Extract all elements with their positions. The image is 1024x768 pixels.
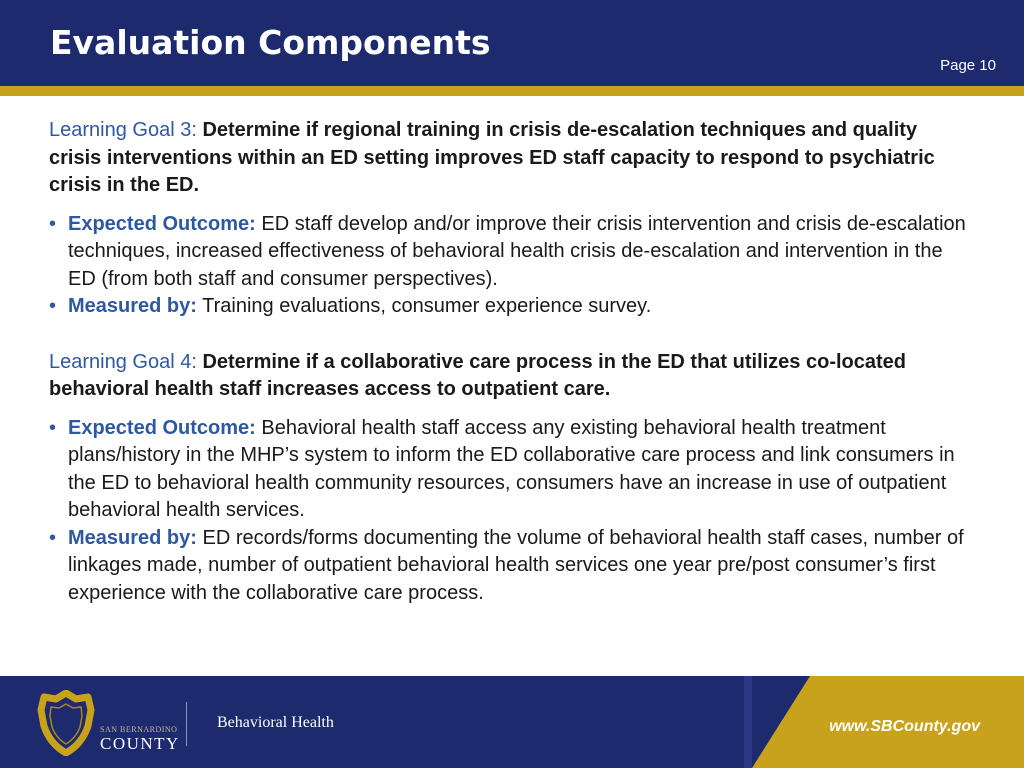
learning-goal-3 xyxy=(49,117,969,200)
header-gold-rule xyxy=(0,86,1024,96)
county-logo[interactable] xyxy=(36,690,180,756)
goal-3-bullets xyxy=(49,211,969,321)
bullet-label: Expected Outcome: xyxy=(68,416,256,439)
bullet-item xyxy=(49,211,969,294)
website-link[interactable]: www.SBCounty.gov xyxy=(829,718,980,735)
page-number: Page 10 xyxy=(940,57,996,74)
slide-content xyxy=(49,117,969,607)
goal-text: Determine if a collaborative care process in the ED that utilizes co-located behavioral health staff increases access to outpatient care. xyxy=(49,350,906,400)
footer-bar xyxy=(0,676,1024,768)
bullet-item xyxy=(49,415,969,525)
goal-text: Determine if regional training in crisis de-escalation techniques and quality crisis interventions within an ED setting improves ED staff capacity to respond to psychiatric crisis in the ED. xyxy=(49,119,935,196)
goal-4-bullets xyxy=(49,415,969,608)
bullet-item xyxy=(49,293,969,321)
department-name: Behavioral Health xyxy=(217,714,334,731)
bullet-label: Measured by: xyxy=(68,295,197,317)
goal-label: Learning Goal 4: xyxy=(49,350,197,373)
logo-wordmark: COUNTY xyxy=(100,734,180,753)
bullet-text: ED staff develop and/or improve their crisis intervention and crisis de-escalation techniques, increased effectiveness of behavioral health crisis de-escalation and intervention in the ED (from both staff and consumer perspectives). xyxy=(68,212,966,290)
county-shield-icon xyxy=(36,690,96,756)
bullet-label: Expected Outcome: xyxy=(68,212,256,235)
bullet-text: Behavioral health staff access any existing behavioral health treatment plans/history in the MHP’s system to inform the ED collaborative care process and link consumers in the ED to behavioral health community resources, consumers have an increase in use of outpatient behavioral health services. xyxy=(68,416,955,521)
page-title: Evaluation Components xyxy=(50,23,491,62)
bullet-item xyxy=(49,525,969,608)
bullet-text: ED records/forms documenting the volume of behavioral health staff cases, number of linkages made, number of outpatient behavioral health services one year pre/post consumer’s first experience with the collaborative care process. xyxy=(68,526,964,604)
header-bar xyxy=(0,0,1024,86)
section-spacer xyxy=(49,321,969,349)
learning-goal-4 xyxy=(49,349,969,404)
goal-label: Learning Goal 3: xyxy=(49,119,197,141)
logo-wordmark-top: SAN BERNARDINO xyxy=(100,725,178,734)
bullet-label: Measured by: xyxy=(68,526,197,549)
bullet-text: Training evaluations, consumer experience survey. xyxy=(202,295,652,317)
footer-stripe xyxy=(744,676,752,768)
footer-divider xyxy=(186,702,187,746)
